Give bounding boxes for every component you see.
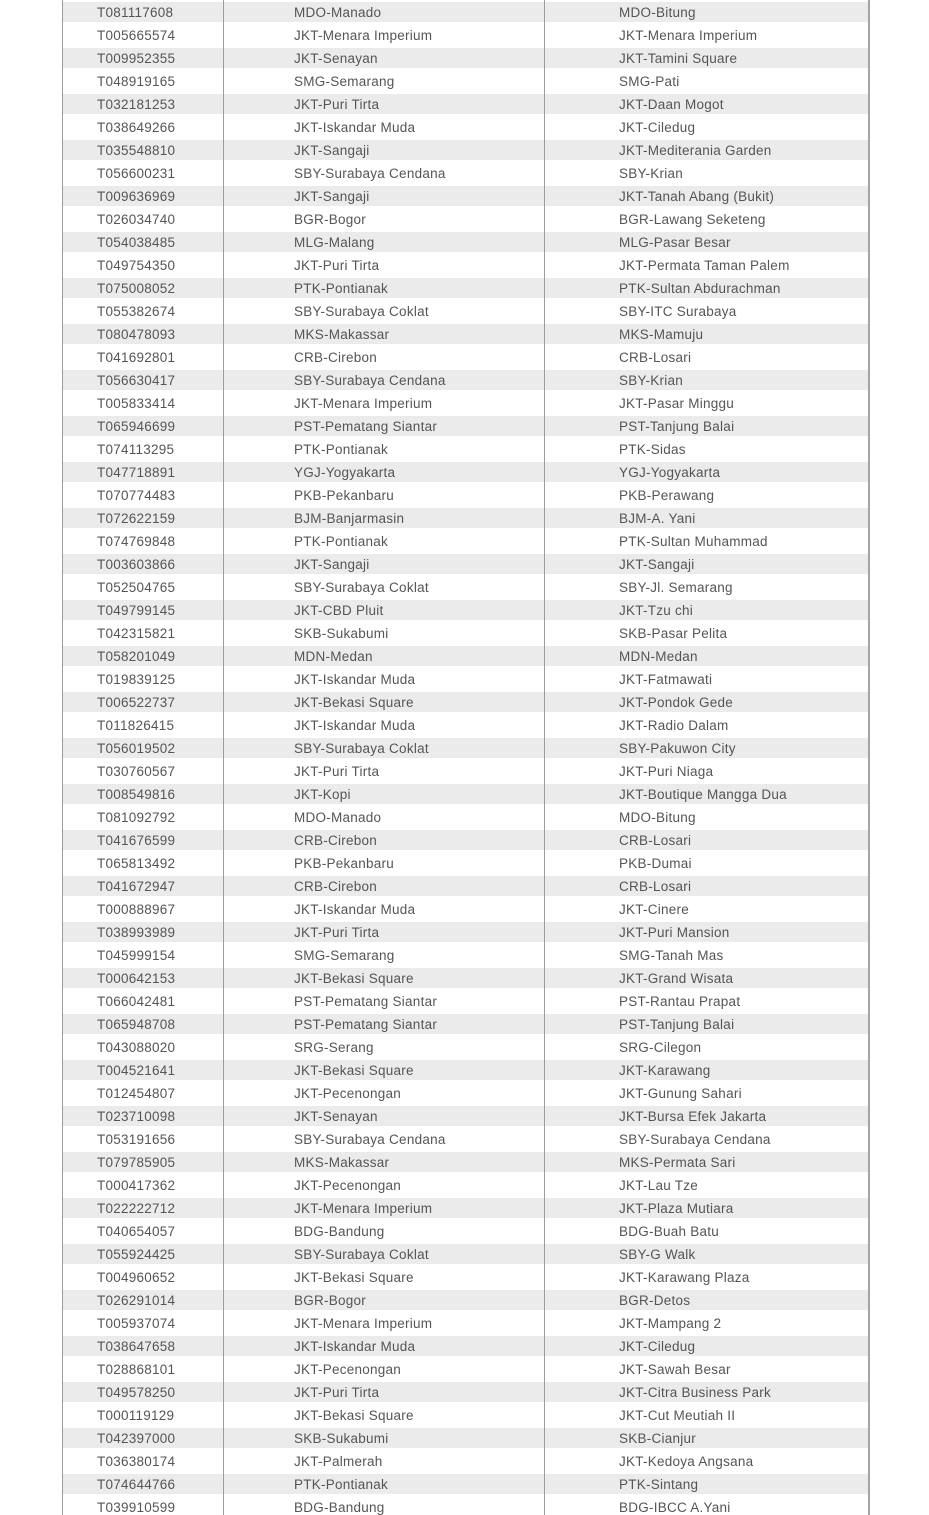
cell-branch: JKT-Senayan [294, 1108, 378, 1124]
cell-branch: JKT-Iskandar Muda [294, 1338, 416, 1354]
cell-terminal-id: T022222712 [97, 1200, 176, 1216]
cell-terminal-id: T079785905 [97, 1154, 176, 1170]
cell-location: JKT-Fatmawati [619, 671, 713, 687]
cell-location: PST-Tanjung Balai [619, 1016, 735, 1032]
cell-branch: YGJ-Yogyakarta [294, 464, 396, 480]
cell-terminal-id: T040654057 [97, 1223, 176, 1239]
cell-location: CRB-Losari [619, 878, 692, 894]
table-row[interactable] [63, 370, 868, 393]
cell-branch: JKT-Menara Imperium [294, 1315, 433, 1331]
cell-branch: JKT-Iskandar Muda [294, 671, 416, 687]
table-row[interactable] [63, 1359, 868, 1382]
table-row[interactable] [63, 1474, 868, 1497]
table-row[interactable] [63, 1267, 868, 1290]
table-row[interactable] [63, 1428, 868, 1451]
cell-branch: MKS-Makassar [294, 326, 390, 342]
cell-branch: JKT-Puri Tirta [294, 1384, 380, 1400]
cell-branch: JKT-Palmerah [294, 1453, 383, 1469]
table-row[interactable] [63, 1313, 868, 1336]
cell-terminal-id: T048919165 [97, 73, 176, 89]
cell-location: JKT-Menara Imperium [619, 27, 758, 43]
cell-terminal-id: T012454807 [97, 1085, 176, 1101]
cell-location: JKT-Plaza Mutiara [619, 1200, 734, 1216]
table-row[interactable] [63, 2, 868, 25]
cell-terminal-id: T036380174 [97, 1453, 176, 1469]
table-row[interactable] [63, 600, 868, 623]
cell-terminal-id: T000888967 [97, 901, 176, 917]
cell-location: JKT-Lau Tze [619, 1177, 699, 1193]
cell-branch: JKT-Pecenongan [294, 1361, 402, 1377]
cell-location: PTK-Sultan Abdurachman [619, 280, 781, 296]
cell-branch: MKS-Makassar [294, 1154, 390, 1170]
table-row[interactable] [63, 1221, 868, 1244]
cell-terminal-id: T074644766 [97, 1476, 176, 1492]
cell-terminal-id: T080478093 [97, 326, 176, 342]
table-row[interactable] [63, 1382, 868, 1405]
table-row[interactable] [63, 1106, 868, 1129]
cell-branch: SBY-Surabaya Coklat [294, 303, 429, 319]
cell-location: JKT-Sawah Besar [619, 1361, 731, 1377]
table-row[interactable] [63, 393, 868, 416]
cell-location: JKT-Bursa Efek Jakarta [619, 1108, 767, 1124]
column-divider-1 [223, 0, 224, 1515]
cell-terminal-id: T053191656 [97, 1131, 176, 1147]
cell-location: MDO-Bitung [619, 809, 696, 825]
table-row[interactable] [63, 186, 868, 209]
table-row[interactable] [63, 255, 868, 278]
table-row[interactable] [63, 945, 868, 968]
cell-location: BJM-A. Yani [619, 510, 696, 526]
cell-location: SMG-Tanah Mas [619, 947, 724, 963]
cell-location: JKT-Mediterania Garden [619, 142, 772, 158]
cell-branch: CRB-Cirebon [294, 832, 378, 848]
cell-branch: BGR-Bogor [294, 1292, 367, 1308]
cell-terminal-id: T004960652 [97, 1269, 176, 1285]
cell-location: PKB-Dumai [619, 855, 692, 871]
cell-branch: JKT-Puri Tirta [294, 96, 380, 112]
cell-location: PTK-Sultan Muhammad [619, 533, 768, 549]
cell-terminal-id: T041672947 [97, 878, 176, 894]
cell-terminal-id: T081117608 [97, 4, 174, 20]
cell-branch: JKT-Sangaji [294, 188, 370, 204]
cell-location: JKT-Mampang 2 [619, 1315, 722, 1331]
cell-location: SBY-Krian [619, 372, 684, 388]
cell-terminal-id: T054038485 [97, 234, 176, 250]
cell-terminal-id: T003603866 [97, 556, 176, 572]
cell-location: JKT-Cinere [619, 901, 690, 917]
cell-terminal-id: T065813492 [97, 855, 176, 871]
cell-branch: SKB-Sukabumi [294, 1430, 389, 1446]
cell-branch: JKT-CBD Pluit [294, 602, 384, 618]
cell-branch: JKT-Bekasi Square [294, 1407, 414, 1423]
cell-branch: PTK-Pontianak [294, 441, 389, 457]
table-row[interactable] [63, 1497, 868, 1515]
table-row[interactable] [63, 531, 868, 554]
cell-terminal-id: T038647658 [97, 1338, 176, 1354]
cell-location: BDG-Buah Batu [619, 1223, 720, 1239]
table-row[interactable] [63, 301, 868, 324]
cell-branch: BGR-Bogor [294, 211, 367, 227]
cell-branch: SBY-Surabaya Cendana [294, 372, 446, 388]
cell-terminal-id: T041692801 [97, 349, 176, 365]
cell-branch: BJM-Banjarmasin [294, 510, 405, 526]
cell-terminal-id: T049754350 [97, 257, 176, 273]
cell-terminal-id: T038993989 [97, 924, 176, 940]
cell-branch: PTK-Pontianak [294, 280, 389, 296]
cell-terminal-id: T038649266 [97, 119, 176, 135]
cell-location: BDG-IBCC A.Yani [619, 1499, 731, 1515]
table-row[interactable] [63, 646, 868, 669]
table-row[interactable] [63, 1083, 868, 1106]
cell-branch: JKT-Menara Imperium [294, 1200, 433, 1216]
cell-location: PST-Tanjung Balai [619, 418, 735, 434]
cell-terminal-id: T055382674 [97, 303, 176, 319]
table-row[interactable] [63, 1290, 868, 1313]
cell-branch: MLG-Malang [294, 234, 375, 250]
cell-terminal-id: T043088020 [97, 1039, 176, 1055]
table-row[interactable] [63, 416, 868, 439]
cell-branch: CRB-Cirebon [294, 349, 378, 365]
cell-terminal-id: T026291014 [97, 1292, 176, 1308]
cell-branch: PTK-Pontianak [294, 533, 389, 549]
cell-location: JKT-Boutique Mangga Dua [619, 786, 787, 802]
table-row[interactable] [63, 163, 868, 186]
cell-terminal-id: T081092792 [97, 809, 176, 825]
cell-terminal-id: T008549816 [97, 786, 176, 802]
cell-terminal-id: T052504765 [97, 579, 176, 595]
table-row[interactable] [63, 853, 868, 876]
cell-branch: BDG-Bandung [294, 1223, 385, 1239]
cell-terminal-id: T000417362 [97, 1177, 176, 1193]
cell-location: MDO-Bitung [619, 4, 696, 20]
cell-terminal-id: T030760567 [97, 763, 176, 779]
cell-branch: JKT-Kopi [294, 786, 351, 802]
cell-terminal-id: T028868101 [97, 1361, 176, 1377]
table-row[interactable] [63, 1152, 868, 1175]
cell-terminal-id: T035548810 [97, 142, 176, 158]
table-row[interactable] [63, 899, 868, 922]
cell-location: BGR-Detos [619, 1292, 691, 1308]
table-row[interactable] [63, 922, 868, 945]
cell-terminal-id: T074113295 [97, 441, 175, 457]
cell-terminal-id: T056630417 [97, 372, 176, 388]
cell-terminal-id: T047718891 [97, 464, 176, 480]
cell-branch: MDO-Manado [294, 809, 382, 825]
cell-branch: SMG-Semarang [294, 947, 395, 963]
table-row[interactable] [63, 807, 868, 830]
cell-branch: JKT-Menara Imperium [294, 27, 433, 43]
cell-branch: JKT-Sangaji [294, 142, 370, 158]
cell-terminal-id: T005665574 [97, 27, 176, 43]
table-row[interactable] [63, 876, 868, 899]
table-row[interactable] [63, 1037, 868, 1060]
table-row[interactable] [63, 232, 868, 255]
cell-location: SBY-ITC Surabaya [619, 303, 737, 319]
cell-branch: JKT-Sangaji [294, 556, 370, 572]
cell-terminal-id: T049799145 [97, 602, 176, 618]
cell-location: JKT-Ciledug [619, 1338, 696, 1354]
cell-branch: PST-Pematang Siantar [294, 418, 438, 434]
cell-location: MKS-Mamuju [619, 326, 704, 342]
cell-branch: JKT-Puri Tirta [294, 763, 380, 779]
cell-branch: PKB-Pekanbaru [294, 487, 395, 503]
table-row[interactable] [63, 71, 868, 94]
cell-terminal-id: T005833414 [97, 395, 176, 411]
cell-branch: JKT-Puri Tirta [294, 924, 380, 940]
cell-branch: MDO-Manado [294, 4, 382, 20]
cell-location: SBY-Jl. Semarang [619, 579, 733, 595]
cell-location: YGJ-Yogyakarta [619, 464, 721, 480]
cell-branch: JKT-Iskandar Muda [294, 717, 416, 733]
cell-branch: JKT-Pecenongan [294, 1085, 402, 1101]
cell-location: JKT-Kedoya Angsana [619, 1453, 754, 1469]
cell-location: JKT-Karawang Plaza [619, 1269, 750, 1285]
cell-branch: PTK-Pontianak [294, 1476, 389, 1492]
cell-terminal-id: T000119129 [97, 1407, 175, 1423]
cell-terminal-id: T045999154 [97, 947, 176, 963]
table-row[interactable] [63, 692, 868, 715]
cell-branch: JKT-Pecenongan [294, 1177, 402, 1193]
cell-terminal-id: T065948708 [97, 1016, 176, 1032]
cell-branch: JKT-Menara Imperium [294, 395, 433, 411]
cell-terminal-id: T065946699 [97, 418, 176, 434]
table-row[interactable] [63, 485, 868, 508]
cell-location: SBY-Krian [619, 165, 684, 181]
table-row[interactable] [63, 761, 868, 784]
cell-location: JKT-Gunung Sahari [619, 1085, 742, 1101]
cell-terminal-id: T042315821 [97, 625, 176, 641]
table-row[interactable] [63, 324, 868, 347]
table-row[interactable] [63, 1014, 868, 1037]
cell-branch: SMG-Semarang [294, 73, 395, 89]
cell-location: JKT-Tanah Abang (Bukit) [619, 188, 775, 204]
table-row[interactable] [63, 623, 868, 646]
cell-location: JKT-Citra Business Park [619, 1384, 772, 1400]
cell-branch: SBY-Surabaya Coklat [294, 1246, 429, 1262]
table-row[interactable] [63, 715, 868, 738]
table-row[interactable] [63, 1198, 868, 1221]
cell-location: JKT-Pondok Gede [619, 694, 734, 710]
cell-branch: SBY-Surabaya Coklat [294, 740, 429, 756]
table-row[interactable] [63, 738, 868, 761]
cell-location: JKT-Cut Meutiah II [619, 1407, 736, 1423]
cell-location: JKT-Puri Niaga [619, 763, 714, 779]
cell-location: JKT-Daan Mogot [619, 96, 724, 112]
table-row[interactable] [63, 830, 868, 853]
cell-branch: JKT-Bekasi Square [294, 970, 414, 986]
cell-branch: JKT-Senayan [294, 50, 378, 66]
cell-terminal-id: T009952355 [97, 50, 176, 66]
cell-terminal-id: T055924425 [97, 1246, 176, 1262]
cell-location: PTK-Sidas [619, 441, 686, 457]
cell-location: SBY-Surabaya Cendana [619, 1131, 771, 1147]
cell-terminal-id: T019839125 [97, 671, 176, 687]
cell-branch: CRB-Cirebon [294, 878, 378, 894]
table-row[interactable] [63, 1244, 868, 1267]
cell-location: CRB-Losari [619, 832, 692, 848]
cell-branch: SBY-Surabaya Cendana [294, 1131, 446, 1147]
table-row[interactable] [63, 1336, 868, 1359]
cell-location: JKT-Grand Wisata [619, 970, 734, 986]
table-row[interactable] [63, 140, 868, 163]
table-row[interactable] [63, 1175, 868, 1198]
table-row[interactable] [63, 48, 868, 71]
cell-terminal-id: T070774483 [97, 487, 176, 503]
cell-location: JKT-Tzu chi [619, 602, 694, 618]
cell-branch: SBY-Surabaya Cendana [294, 165, 446, 181]
cell-location: JKT-Karawang [619, 1062, 711, 1078]
cell-location: BGR-Lawang Seketeng [619, 211, 766, 227]
cell-terminal-id: T006522737 [97, 694, 176, 710]
table-row[interactable] [63, 94, 868, 117]
cell-location: JKT-Sangaji [619, 556, 695, 572]
cell-branch: SRG-Serang [294, 1039, 374, 1055]
table-rows-container [63, 2, 868, 1515]
cell-terminal-id: T072622159 [97, 510, 176, 526]
cell-location: SBY-Pakuwon City [619, 740, 736, 756]
cell-terminal-id: T066042481 [97, 993, 176, 1009]
cell-location: MLG-Pasar Besar [619, 234, 731, 250]
cell-location: MDN-Medan [619, 648, 698, 664]
column-divider-2 [544, 0, 545, 1515]
table-row[interactable] [63, 278, 868, 301]
cell-location: JKT-Pasar Minggu [619, 395, 735, 411]
cell-branch: JKT-Iskandar Muda [294, 901, 416, 917]
table-row[interactable] [63, 439, 868, 462]
cell-location: PTK-Sintang [619, 1476, 699, 1492]
cell-terminal-id: T041676599 [97, 832, 176, 848]
cell-location: PST-Rantau Prapat [619, 993, 741, 1009]
table-row[interactable] [63, 347, 868, 370]
table-row[interactable] [63, 1451, 868, 1474]
cell-branch: JKT-Puri Tirta [294, 257, 380, 273]
cell-location: SMG-Pati [619, 73, 680, 89]
table-row[interactable] [63, 991, 868, 1014]
table-row[interactable] [63, 462, 868, 485]
cell-terminal-id: T009636969 [97, 188, 176, 204]
table-row[interactable] [63, 117, 868, 140]
cell-terminal-id: T049578250 [97, 1384, 176, 1400]
cell-location: JKT-Permata Taman Palem [619, 257, 790, 273]
cell-terminal-id: T039910599 [97, 1499, 176, 1515]
table-row[interactable] [63, 209, 868, 232]
cell-terminal-id: T075008052 [97, 280, 176, 296]
table-row[interactable] [63, 554, 868, 577]
table-row[interactable] [63, 577, 868, 600]
cell-terminal-id: T032181253 [97, 96, 176, 112]
cell-branch: PKB-Pekanbaru [294, 855, 395, 871]
table-row[interactable] [63, 784, 868, 807]
cell-location: MKS-Permata Sari [619, 1154, 736, 1170]
cell-terminal-id: T026034740 [97, 211, 176, 227]
cell-terminal-id: T058201049 [97, 648, 176, 664]
cell-location: JKT-Tamini Square [619, 50, 738, 66]
cell-location: SBY-G Walk [619, 1246, 696, 1262]
cell-terminal-id: T005937074 [97, 1315, 176, 1331]
cell-location: SKB-Cianjur [619, 1430, 697, 1446]
cell-terminal-id: T074769848 [97, 533, 176, 549]
cell-branch: SBY-Surabaya Coklat [294, 579, 429, 595]
cell-terminal-id: T056600231 [97, 165, 176, 181]
cell-terminal-id: T023710098 [97, 1108, 176, 1124]
cell-branch: MDN-Medan [294, 648, 373, 664]
table-row[interactable] [63, 508, 868, 531]
cell-branch: BDG-Bandung [294, 1499, 385, 1515]
cell-location: CRB-Losari [619, 349, 692, 365]
cell-terminal-id: T000642153 [97, 970, 176, 986]
table-row[interactable] [63, 968, 868, 991]
cell-branch: PST-Pematang Siantar [294, 1016, 438, 1032]
cell-location: JKT-Radio Dalam [619, 717, 729, 733]
cell-branch: JKT-Bekasi Square [294, 1062, 414, 1078]
table-row[interactable] [63, 1129, 868, 1152]
cell-location: PKB-Perawang [619, 487, 715, 503]
table-row[interactable] [63, 1405, 868, 1428]
cell-terminal-id: T042397000 [97, 1430, 176, 1446]
cell-location: JKT-Puri Mansion [619, 924, 730, 940]
cell-location: JKT-Ciledug [619, 119, 696, 135]
cell-branch: JKT-Bekasi Square [294, 694, 414, 710]
cell-terminal-id: T004521641 [97, 1062, 176, 1078]
cell-branch: PST-Pematang Siantar [294, 993, 438, 1009]
cell-terminal-id: T056019502 [97, 740, 176, 756]
cell-terminal-id: T011826415 [97, 717, 175, 733]
cell-location: SRG-Cilegon [619, 1039, 702, 1055]
table-row[interactable] [63, 25, 868, 48]
terminal-table [62, 0, 870, 1515]
cell-branch: JKT-Bekasi Square [294, 1269, 414, 1285]
cell-branch: JKT-Iskandar Muda [294, 119, 416, 135]
cell-location: SKB-Pasar Pelita [619, 625, 728, 641]
cell-branch: SKB-Sukabumi [294, 625, 389, 641]
table-row[interactable] [63, 1060, 868, 1083]
table-row[interactable] [63, 669, 868, 692]
